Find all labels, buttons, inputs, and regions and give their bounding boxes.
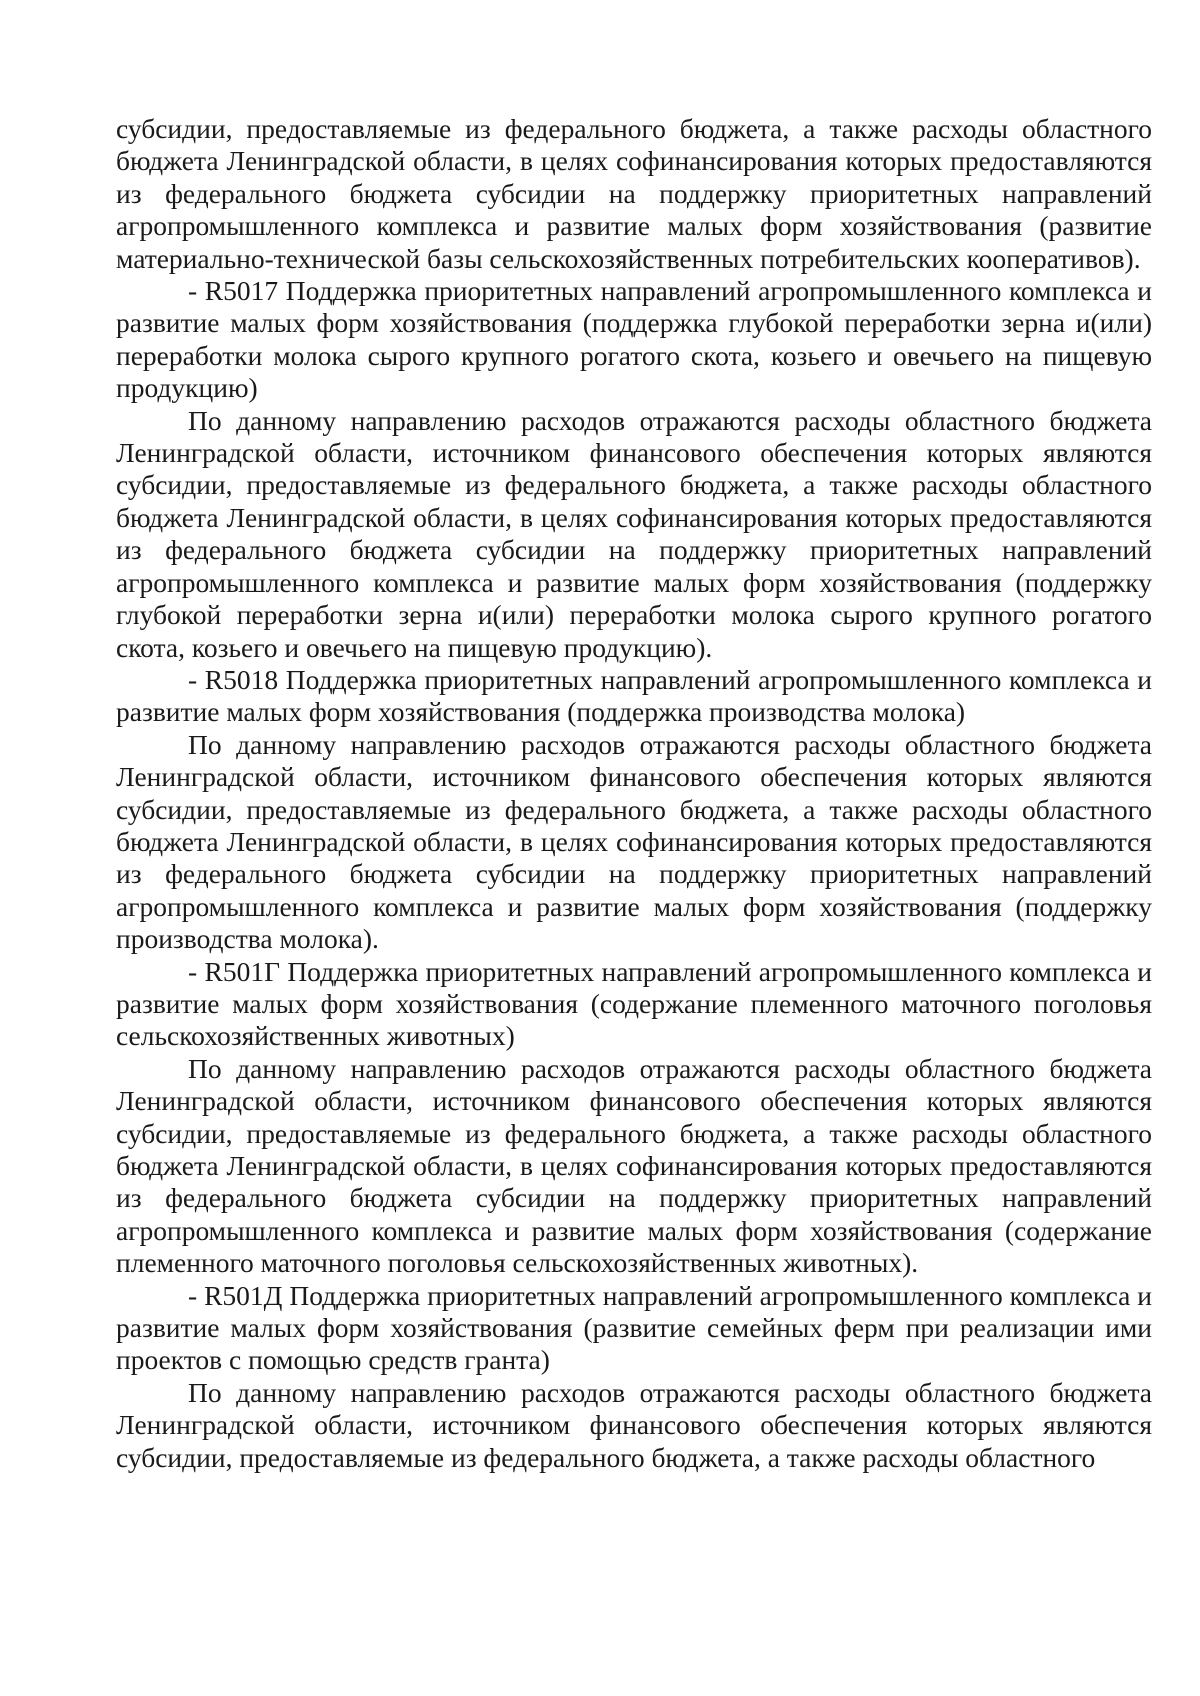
paragraph-continuation: субсидии, предоставляемые из федерального бюджета, а также расходы областного бюджета Ленинградской области, в целях софинансирования которых предоставляются из федерального бюджета субсидии на поддержку приоритетных направлений агропромышленного комплекса и развитие малых форм хозяйствования (развитие материально-технической базы сельскохозяйственных потребительских кооперативов). bbox=[116, 113, 1152, 274]
heading-r5017: - R5017 Поддержка приоритетных направлений агропромышленного комплекса и развитие малых форм хозяйствования (поддержка глубокой переработки зерна и(или) переработки молока сырого крупного рогатого скота, козьего и овечьего на пищевую продукцию) bbox=[116, 275, 1152, 404]
paragraph-r501d-body: По данному направлению расходов отражаются расходы областного бюджета Ленинградской области, источником финансового обеспечения которых являются субсидии, предоставляемые из федерального бюджета, а также расходы областного bbox=[116, 1376, 1152, 1473]
paragraph-r5017-body: По данному направлению расходов отражаются расходы областного бюджета Ленинградской области, источником финансового обеспечения которых являются субсидии, предоставляемые из федерального бюджета, а также расходы областного бюджета Ленинградской области, в целях софинансирования которых предоставляются из федерального бюджета субсидии на поддержку приоритетных направлений агропромышленного комплекса и развитие малых форм хозяйствования (поддержку глубокой переработки зерна и(или) переработки молока сырого крупного рогатого скота, козьего и овечьего на пищевую продукцию). bbox=[116, 404, 1152, 663]
heading-r5018: - R5018 Поддержка приоритетных направлений агропромышленного комплекса и развитие малых форм хозяйствования (поддержка производства молока) bbox=[116, 663, 1152, 728]
document-page bbox=[116, 113, 1152, 1474]
paragraph-r5018-body: По данному направлению расходов отражаются расходы областного бюджета Ленинградской области, источником финансового обеспечения которых являются субсидии, предоставляемые из федерального бюджета, а также расходы областного бюджета Ленинградской области, в целях софинансирования которых предоставляются из федерального бюджета субсидии на поддержку приоритетных направлений агропромышленного комплекса и развитие малых форм хозяйствования (поддержку производства молока). bbox=[116, 728, 1152, 955]
paragraph-r501g-body: По данному направлению расходов отражаются расходы областного бюджета Ленинградской области, источником финансового обеспечения которых являются субсидии, предоставляемые из федерального бюджета, а также расходы областного бюджета Ленинградской области, в целях софинансирования которых предоставляются из федерального бюджета субсидии на поддержку приоритетных направлений агропромышленного комплекса и развитие малых форм хозяйствования (содержание племенного маточного поголовья сельскохозяйственных животных). bbox=[116, 1052, 1152, 1279]
heading-r501g: - R501Г Поддержка приоритетных направлений агропромышленного комплекса и развитие малых форм хозяйствования (содержание племенного маточного поголовья сельскохозяйственных животных) bbox=[116, 955, 1152, 1052]
heading-r501d: - R501Д Поддержка приоритетных направлений агропромышленного комплекса и развитие малых форм хозяйствования (развитие семейных ферм при реализации ими проектов с помощью средств гранта) bbox=[116, 1279, 1152, 1376]
